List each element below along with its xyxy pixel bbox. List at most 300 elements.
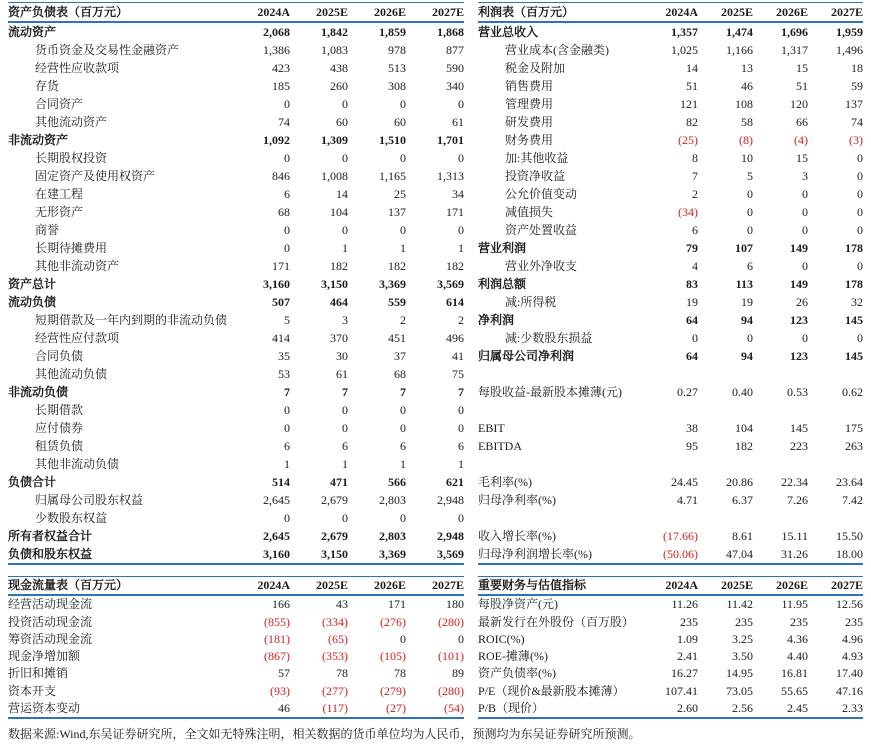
row-label: 其他流动负债 bbox=[35, 367, 108, 381]
cell-value: 1,496 bbox=[836, 43, 863, 57]
cell-value: 41 bbox=[452, 349, 464, 363]
row-label: 毛利率(%) bbox=[478, 475, 532, 489]
cell-value: 260 bbox=[330, 79, 348, 93]
table-row bbox=[478, 149, 863, 167]
cell-value: 507 bbox=[272, 295, 290, 309]
row-label: 管理费用 bbox=[505, 97, 554, 111]
cell-value: 1,083 bbox=[321, 43, 348, 57]
cell-value: 3,160 bbox=[263, 547, 290, 561]
cell-value: 1 bbox=[400, 241, 406, 255]
cell-value: 57 bbox=[278, 666, 290, 681]
cell-value bbox=[808, 365, 863, 383]
cell-value: 2,679 bbox=[321, 529, 348, 543]
cell-value: 0 bbox=[400, 151, 406, 165]
cell-value: 6 bbox=[747, 259, 753, 273]
cell-value: 0 bbox=[400, 403, 406, 417]
table-row bbox=[8, 473, 464, 491]
cell-value: 0 bbox=[747, 187, 753, 201]
cell-value: 566 bbox=[388, 475, 406, 489]
cell-value: 145 bbox=[845, 313, 863, 327]
cell-value: 2.60 bbox=[677, 701, 698, 716]
cell-value: 1,868 bbox=[437, 25, 464, 39]
cell-value bbox=[698, 365, 753, 383]
cell-value: 978 bbox=[388, 43, 406, 57]
cell-value: 471 bbox=[330, 475, 348, 489]
cell-value: 235 bbox=[735, 614, 753, 629]
cell-value: 0 bbox=[284, 421, 290, 435]
cell-value: 1 bbox=[284, 457, 290, 471]
cell-value: 235 bbox=[790, 614, 808, 629]
row-label: 非流动资产 bbox=[8, 133, 69, 147]
row-label: 投资净收益 bbox=[505, 169, 566, 183]
cell-value: 137 bbox=[845, 97, 863, 111]
cell-value: 113 bbox=[735, 277, 753, 291]
cell-value: 149 bbox=[790, 277, 808, 291]
cell-value: 0 bbox=[284, 151, 290, 165]
cell-value: 0 bbox=[857, 151, 863, 165]
table-row bbox=[8, 23, 464, 41]
row-label: 利润总额 bbox=[478, 277, 527, 291]
row-label: 营业外净收支 bbox=[505, 259, 578, 273]
cell-value: 7.26 bbox=[787, 493, 808, 507]
cell-value: 25 bbox=[394, 187, 406, 201]
cell-value: 149 bbox=[790, 241, 808, 255]
table-row bbox=[478, 419, 863, 437]
cell-value: 1,859 bbox=[379, 25, 406, 39]
cell-value: 89 bbox=[452, 666, 464, 681]
cell-value: 4.36 bbox=[787, 631, 808, 646]
table-row bbox=[8, 221, 464, 239]
table-row bbox=[478, 77, 863, 95]
column-header: 2026E bbox=[373, 578, 406, 592]
cell-value: 370 bbox=[330, 331, 348, 345]
table-row bbox=[478, 239, 863, 257]
cell-value: 79 bbox=[686, 241, 698, 255]
cell-value: 414 bbox=[272, 331, 290, 345]
cell-value: 58 bbox=[741, 115, 753, 129]
table-row bbox=[8, 545, 464, 563]
row-label: 销售费用 bbox=[505, 79, 554, 93]
cell-value bbox=[698, 401, 753, 419]
table-row bbox=[478, 455, 863, 473]
cell-value: 0 bbox=[284, 511, 290, 525]
cell-value: 66 bbox=[796, 115, 808, 129]
cell-value: 614 bbox=[446, 295, 464, 309]
cell-value: 19 bbox=[741, 295, 753, 309]
cell-value: 11.95 bbox=[781, 597, 808, 612]
table-row bbox=[478, 491, 863, 509]
cell-value: 68 bbox=[278, 205, 290, 219]
column-header: 2027E bbox=[431, 5, 464, 19]
cell-value: 1,510 bbox=[379, 133, 406, 147]
cell-value: 51 bbox=[686, 79, 698, 93]
cell-value: (4) bbox=[794, 133, 808, 147]
table-row bbox=[478, 329, 863, 347]
table-row bbox=[8, 491, 464, 509]
row-label: ROIC(%) bbox=[478, 631, 525, 646]
row-label: 最新发行在外股份（百万股） bbox=[478, 614, 635, 629]
table-row bbox=[8, 700, 464, 717]
cell-value: 2,803 bbox=[379, 529, 406, 543]
row-label: 经营性应付款项 bbox=[35, 331, 120, 345]
cell-value: 7 bbox=[692, 169, 698, 183]
table-row bbox=[478, 683, 863, 700]
cell-value: 4.96 bbox=[842, 631, 863, 646]
row-label: 加:其他收益 bbox=[505, 151, 569, 165]
cell-value: 0 bbox=[458, 97, 464, 111]
cell-value: 1 bbox=[342, 457, 348, 471]
cell-value: 145 bbox=[845, 349, 863, 363]
row-label: EBIT bbox=[478, 421, 505, 435]
cell-value: 13 bbox=[741, 61, 753, 75]
table-row bbox=[478, 365, 863, 383]
table-row bbox=[478, 631, 863, 648]
data-source-note: 数据来源:Wind,东吴证券研究所，全文如无特殊注明，相关数据的货币单位均为人民币，预测均为东吴证券研究所预测。 bbox=[8, 727, 641, 742]
top-section bbox=[8, 2, 863, 565]
cell-value: 94 bbox=[741, 349, 753, 363]
cell-value: 2,645 bbox=[263, 493, 290, 507]
cell-value: 104 bbox=[330, 205, 348, 219]
cell-value: 0 bbox=[458, 511, 464, 525]
row-label: 应付债券 bbox=[35, 421, 84, 435]
cell-value: 2 bbox=[400, 313, 406, 327]
cell-value: 6 bbox=[400, 439, 406, 453]
cell-value: 0 bbox=[857, 187, 863, 201]
cell-value: 0 bbox=[747, 331, 753, 345]
row-label: 货币资金及交易性金融资产 bbox=[35, 43, 180, 57]
cell-value bbox=[808, 401, 863, 419]
cell-value: 75 bbox=[452, 367, 464, 381]
cell-value: (3) bbox=[849, 133, 863, 147]
balance-sheet-table-header bbox=[8, 3, 464, 23]
cell-value: 46 bbox=[278, 701, 290, 716]
cell-value: 0 bbox=[802, 187, 808, 201]
cell-value: 34 bbox=[452, 187, 464, 201]
cell-value: (280) bbox=[438, 614, 464, 629]
table-row bbox=[8, 257, 464, 275]
table-row bbox=[478, 648, 863, 665]
cell-value: 43 bbox=[336, 597, 348, 612]
row-label: 负债合计 bbox=[8, 475, 57, 489]
cell-value: 107.41 bbox=[665, 683, 698, 698]
row-label: 归母净利率(%) bbox=[478, 493, 556, 507]
row-label: 流动负债 bbox=[8, 295, 57, 309]
row-label: 每股净资产(元) bbox=[478, 597, 558, 612]
cell-value: (117) bbox=[322, 701, 348, 716]
cell-value: 0 bbox=[342, 403, 348, 417]
row-label: 投资活动现金流 bbox=[8, 614, 93, 629]
cell-value: 0 bbox=[802, 223, 808, 237]
table-row bbox=[478, 614, 863, 631]
cell-value: 1,696 bbox=[781, 25, 808, 39]
cell-value: 438 bbox=[330, 61, 348, 75]
row-label bbox=[478, 509, 643, 527]
row-label: 营业总收入 bbox=[478, 25, 539, 39]
cell-value: 10 bbox=[741, 151, 753, 165]
cell-value: 3,150 bbox=[321, 277, 348, 291]
cell-value: 1 bbox=[458, 241, 464, 255]
cell-value: 2.45 bbox=[787, 701, 808, 716]
cell-value: 621 bbox=[446, 475, 464, 489]
table-row bbox=[8, 614, 464, 631]
cell-value: 7 bbox=[458, 385, 464, 399]
cell-value: 0 bbox=[284, 223, 290, 237]
cell-value: 2 bbox=[458, 313, 464, 327]
cell-value: 0 bbox=[458, 223, 464, 237]
cell-value: 7 bbox=[284, 385, 290, 399]
cell-value: (25) bbox=[678, 133, 698, 147]
cell-value: 1,357 bbox=[671, 25, 698, 39]
table-row bbox=[8, 437, 464, 455]
cell-value: 182 bbox=[330, 259, 348, 273]
cell-value bbox=[808, 455, 863, 473]
cell-value: 73.05 bbox=[726, 683, 753, 698]
column-header: 2025E bbox=[720, 578, 753, 592]
table-row bbox=[8, 509, 464, 527]
cell-value bbox=[753, 455, 808, 473]
table-row bbox=[8, 167, 464, 185]
cell-value: 3 bbox=[342, 313, 348, 327]
row-label: 其他流动资产 bbox=[35, 115, 108, 129]
cell-value: 137 bbox=[388, 205, 406, 219]
cell-value: 24.45 bbox=[671, 475, 698, 489]
table-row bbox=[8, 185, 464, 203]
row-label: 少数股东权益 bbox=[35, 511, 108, 525]
cell-value: 3.25 bbox=[732, 631, 753, 646]
cell-value: 171 bbox=[272, 259, 290, 273]
table-row bbox=[8, 329, 464, 347]
cell-value: (181) bbox=[264, 631, 290, 646]
column-header: 2027E bbox=[830, 5, 863, 19]
row-label: 营运资本变动 bbox=[8, 701, 81, 716]
cell-value: 2,803 bbox=[379, 493, 406, 507]
table-row bbox=[8, 41, 464, 59]
table-row bbox=[478, 347, 863, 365]
cell-value: 2.41 bbox=[677, 649, 698, 664]
cell-value: 182 bbox=[446, 259, 464, 273]
cell-value: 1 bbox=[458, 457, 464, 471]
cell-value: 95 bbox=[686, 439, 698, 453]
cell-value: 11.42 bbox=[726, 597, 753, 612]
cell-value: 182 bbox=[735, 439, 753, 453]
row-label: 营业成本(含金融类) bbox=[505, 43, 609, 57]
cell-value: 4.93 bbox=[842, 649, 863, 664]
row-label: 资本开支 bbox=[8, 683, 57, 698]
row-label bbox=[478, 455, 643, 473]
cell-value: 0.40 bbox=[732, 385, 753, 399]
table-row bbox=[478, 473, 863, 491]
table-row bbox=[478, 113, 863, 131]
table-row bbox=[8, 203, 464, 221]
row-label: 减:少数股东损益 bbox=[505, 331, 593, 345]
cell-value: 0 bbox=[857, 205, 863, 219]
cell-value: 14.95 bbox=[726, 666, 753, 681]
table-row bbox=[8, 113, 464, 131]
table-row bbox=[8, 131, 464, 149]
row-label: 负债和股东权益 bbox=[8, 547, 93, 561]
cell-value bbox=[698, 455, 753, 473]
row-label: 无形资产 bbox=[35, 205, 84, 219]
cell-value: 166 bbox=[272, 597, 290, 612]
cell-value: 0 bbox=[400, 631, 406, 646]
cell-value: 0 bbox=[400, 421, 406, 435]
cell-value: 123 bbox=[790, 349, 808, 363]
table-row bbox=[8, 95, 464, 113]
cell-value: 123 bbox=[790, 313, 808, 327]
table-row bbox=[478, 437, 863, 455]
row-label: EBITDA bbox=[478, 439, 522, 453]
row-label: ROE-摊薄(%) bbox=[478, 649, 548, 664]
row-label: 公允价值变动 bbox=[505, 187, 578, 201]
cell-value: 74 bbox=[851, 115, 863, 129]
cell-value bbox=[698, 509, 753, 527]
cell-value: 7.42 bbox=[842, 493, 863, 507]
table-row bbox=[478, 700, 863, 717]
table-row bbox=[478, 545, 863, 563]
cell-value: 64 bbox=[686, 349, 698, 363]
cell-value: 513 bbox=[388, 61, 406, 75]
cell-value: 5 bbox=[747, 169, 753, 183]
cell-value: 20.86 bbox=[726, 475, 753, 489]
cell-value: 171 bbox=[388, 597, 406, 612]
cell-value: 0 bbox=[857, 223, 863, 237]
cell-value: (277) bbox=[322, 683, 348, 698]
cell-value: 0 bbox=[342, 511, 348, 525]
cell-value: 2,948 bbox=[437, 493, 464, 507]
table-row bbox=[8, 631, 464, 648]
cell-value: 6 bbox=[284, 439, 290, 453]
cell-value: 1.09 bbox=[677, 631, 698, 646]
row-label: 税金及附加 bbox=[505, 61, 566, 75]
cell-value: 78 bbox=[394, 666, 406, 681]
cell-value: 464 bbox=[330, 295, 348, 309]
row-label: 筹资活动现金流 bbox=[8, 631, 93, 646]
table-row bbox=[8, 311, 464, 329]
cell-value: 1,959 bbox=[836, 25, 863, 39]
cell-value: 0 bbox=[802, 331, 808, 345]
row-label: 短期借款及一年内到期的非流动负债 bbox=[35, 313, 228, 327]
cell-value: (855) bbox=[264, 614, 290, 629]
metrics-table-header bbox=[478, 577, 863, 596]
row-label: 归属母公司股东权益 bbox=[35, 493, 144, 507]
table-row bbox=[8, 275, 464, 293]
income-statement-table-header bbox=[478, 3, 863, 23]
cell-value: 12.56 bbox=[836, 597, 863, 612]
cell-value: 846 bbox=[272, 169, 290, 183]
cell-value: (353) bbox=[322, 649, 348, 664]
cell-value: 0 bbox=[342, 151, 348, 165]
cell-value: 185 bbox=[272, 79, 290, 93]
row-label: 合同负债 bbox=[35, 349, 84, 363]
table-row bbox=[478, 596, 863, 613]
row-label bbox=[478, 401, 643, 419]
row-label: 固定资产及使用权资产 bbox=[35, 169, 156, 183]
cell-value: 18 bbox=[851, 61, 863, 75]
cell-value: 0 bbox=[284, 97, 290, 111]
cell-value: 60 bbox=[336, 115, 348, 129]
cell-value: 0 bbox=[342, 223, 348, 237]
column-header: 2027E bbox=[431, 578, 464, 592]
row-label: 非流动负债 bbox=[8, 385, 69, 399]
cell-value: 178 bbox=[845, 277, 863, 291]
cell-value: 0 bbox=[342, 421, 348, 435]
table-row bbox=[8, 383, 464, 401]
cell-value: 2,645 bbox=[263, 529, 290, 543]
table-row bbox=[8, 59, 464, 77]
cell-value: (8) bbox=[739, 133, 753, 147]
cell-value: 15.50 bbox=[836, 529, 863, 543]
row-label: 收入增长率(%) bbox=[478, 529, 556, 543]
cell-value: 0 bbox=[284, 403, 290, 417]
cell-value: 15 bbox=[796, 151, 808, 165]
table-title: 资产负债表（百万元） bbox=[8, 5, 129, 19]
cell-value: 8 bbox=[692, 151, 698, 165]
table-row bbox=[478, 167, 863, 185]
cell-value: 423 bbox=[272, 61, 290, 75]
row-label: 资产总计 bbox=[8, 277, 57, 291]
cell-value: 0 bbox=[400, 511, 406, 525]
table-row bbox=[478, 311, 863, 329]
column-header: 2025E bbox=[315, 5, 348, 19]
table-row bbox=[478, 59, 863, 77]
cell-value: (17.66) bbox=[663, 529, 698, 543]
cell-value: 1,092 bbox=[263, 133, 290, 147]
cell-value: 94 bbox=[741, 313, 753, 327]
cell-value: 0 bbox=[458, 421, 464, 435]
cell-value: 1,165 bbox=[379, 169, 406, 183]
cell-value: 7 bbox=[400, 385, 406, 399]
cell-value: 235 bbox=[680, 614, 698, 629]
cell-value: 11.26 bbox=[671, 597, 698, 612]
cell-value: 53 bbox=[278, 367, 290, 381]
cell-value: 6 bbox=[692, 223, 698, 237]
table-row bbox=[478, 383, 863, 401]
row-label: 归属母公司净利润 bbox=[478, 349, 575, 363]
bottom-section bbox=[8, 576, 863, 719]
row-label: 净利润 bbox=[478, 313, 515, 327]
cell-value: 83 bbox=[686, 277, 698, 291]
table-row bbox=[8, 401, 464, 419]
cell-value: 61 bbox=[452, 115, 464, 129]
table-row bbox=[8, 419, 464, 437]
cell-value: 1,386 bbox=[263, 43, 290, 57]
cell-value: 590 bbox=[446, 61, 464, 75]
cell-value: 4.40 bbox=[787, 649, 808, 664]
cell-value: 175 bbox=[845, 421, 863, 435]
cell-value bbox=[643, 365, 698, 383]
cell-value: 7 bbox=[342, 385, 348, 399]
column-header: 2026E bbox=[775, 578, 808, 592]
cell-value: 17.40 bbox=[836, 666, 863, 681]
cell-value: 14 bbox=[686, 61, 698, 75]
cell-value: 64 bbox=[686, 313, 698, 327]
cell-value: 32 bbox=[851, 295, 863, 309]
cell-value: 0 bbox=[857, 259, 863, 273]
table-row bbox=[8, 527, 464, 545]
table-row bbox=[478, 527, 863, 545]
cell-value: (65) bbox=[328, 631, 348, 646]
cell-value: 0 bbox=[857, 331, 863, 345]
cell-value: 4 bbox=[692, 259, 698, 273]
table-row bbox=[478, 221, 863, 239]
cell-value: 559 bbox=[388, 295, 406, 309]
cell-value bbox=[643, 509, 698, 527]
row-label: 存货 bbox=[35, 79, 60, 93]
cell-value: 1 bbox=[342, 241, 348, 255]
row-label: 其他非流动负债 bbox=[35, 457, 120, 471]
cell-value: 1,008 bbox=[321, 169, 348, 183]
cell-value: 263 bbox=[845, 439, 863, 453]
